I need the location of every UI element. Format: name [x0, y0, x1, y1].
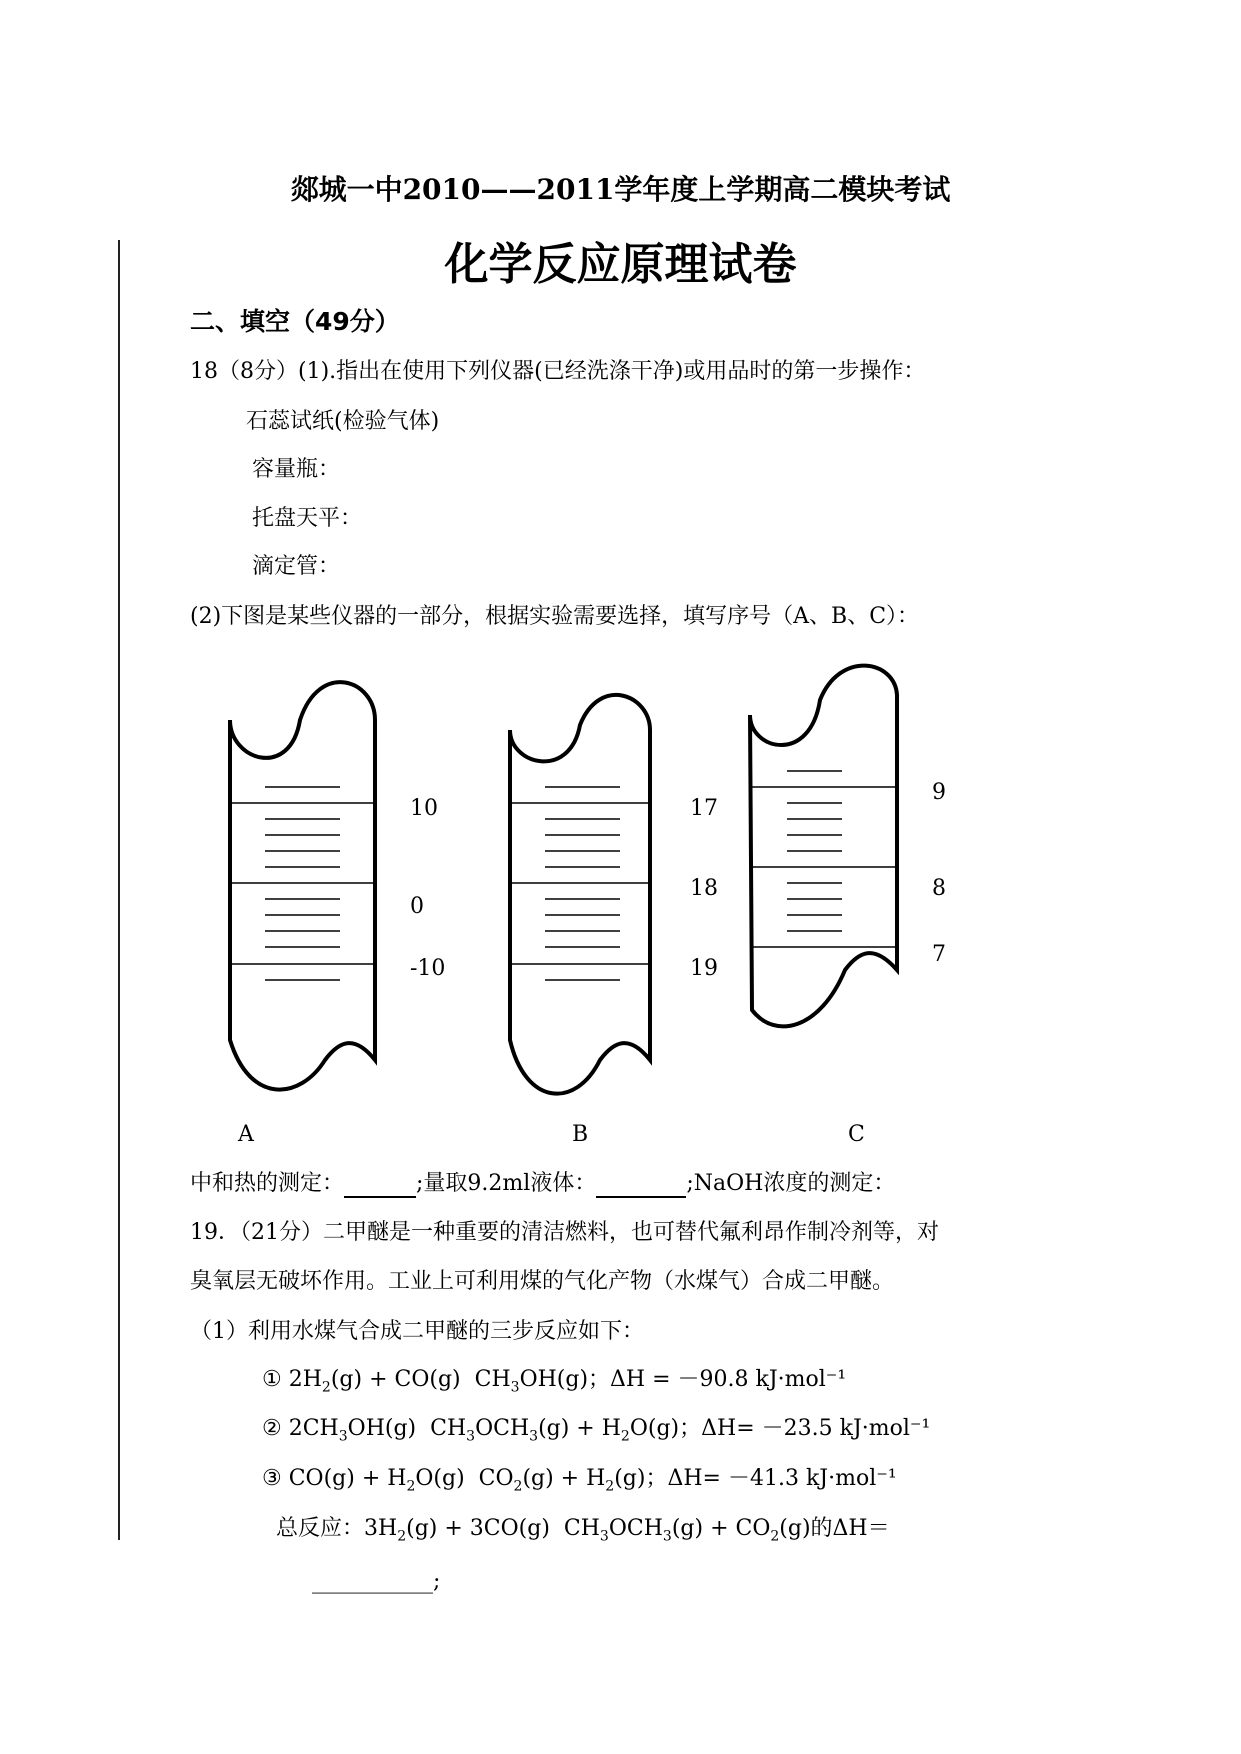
reaction-1: ① $2H_2(g) + CO(g)$ $CH_3OH(g)$；ΔH = －90.8 kJ·mol⁻¹ [262, 1367, 847, 1396]
instrument-a-outline [230, 682, 375, 1089]
q18-answer-line [190, 1170, 895, 1198]
q18-part2: (2)下图是某些仪器的一部分，根据实验需要选择，填写序号（A、B、C）： [190, 604, 920, 629]
scale-b-mid: 18 [690, 876, 718, 901]
paper-title: 化学反应原理试卷 [444, 239, 797, 290]
q19-line2: 臭氧层无破坏作用。工业上可利用煤的气化产物（水煤气）合成二甲醚。 [190, 1269, 895, 1294]
q18-item-balance: 托盘天平： [252, 506, 363, 531]
naoh-concentration-label: ;NaOH浓度的测定： [686, 1171, 896, 1196]
total-dh-answer-blank[interactable]: ___________; [312, 1569, 441, 1594]
neutralization-heat-label: 中和热的测定： [190, 1171, 345, 1196]
q18-item-burette: 滴定管： [252, 554, 341, 579]
scale-a-mid: 0 [410, 894, 424, 919]
reaction-3-number: ③ [262, 1466, 282, 1491]
scale-c-bottom: 7 [932, 942, 946, 967]
q18-item-litmus: 石蕊试纸(检验气体) [246, 409, 440, 434]
reaction-1-dh: ΔH = －90.8 kJ·mol⁻¹ [610, 1367, 847, 1392]
section-heading: 二、填空（49分） [190, 307, 400, 336]
scale-a-top: 10 [410, 796, 438, 821]
total-reaction-tail: (g)的ΔH＝ [779, 1516, 890, 1541]
total-reaction-label: 总反应： [276, 1516, 365, 1541]
answer-blank-1[interactable] [344, 1174, 416, 1198]
scale-c-top: 9 [932, 780, 946, 805]
scale-b-bottom: 19 [690, 956, 718, 981]
reaction-2-dh: ΔH= －23.5 kJ·mol⁻¹ [701, 1416, 931, 1441]
instruments-figure [0, 640, 1241, 1160]
q19-part1: （1）利用水煤气合成二甲醚的三步反应如下： [190, 1319, 644, 1344]
school-exam-title: 郯城一中2010——2011学年度上学期高二模块考试 [290, 173, 951, 206]
scale-a-bottom: -10 [410, 956, 446, 981]
answer-blank-2[interactable] [596, 1174, 686, 1198]
instrument-b-label: B [572, 1122, 589, 1147]
reaction-1-number: ① [262, 1367, 282, 1392]
q18-item-volumetric-flask: 容量瓶： [252, 457, 341, 482]
instrument-b-outline [510, 695, 650, 1094]
scale-b-top: 17 [690, 796, 718, 821]
reaction-2: ② $2CH_3OH(g) CH_3OCH_3(g) + H_2O(g)$；ΔH= －23.5 kJ·mol⁻¹ [262, 1416, 931, 1445]
instrument-c-label: C [848, 1122, 865, 1147]
instrument-c-outline [750, 666, 897, 1027]
q19-line1: 19．（21分）二甲醚是一种重要的清洁燃料，也可替代氟利昂作制冷剂等，对 [190, 1220, 939, 1245]
instrument-a-label: A [238, 1122, 254, 1147]
measure-liquid-label: ;量取9.2ml液体： [416, 1171, 597, 1196]
total-reaction: 总反应：$3H_2(g) + 3CO(g) CH_3OCH_3(g) + CO_2(g)$的ΔH＝ [276, 1516, 890, 1545]
q18-intro: 18（8分）(1).指出在使用下列仪器(已经洗涤干净)或用品时的第一步操作： [190, 359, 926, 384]
reaction-3: ③ $CO(g) + H_2O(g) CO_2(g) + H_2(g)$；ΔH= －41.3 kJ·mol⁻¹ [262, 1466, 897, 1495]
reaction-2-number: ② [262, 1416, 282, 1441]
scale-c-mid: 8 [932, 876, 946, 901]
reaction-3-dh: ΔH= －41.3 kJ·mol⁻¹ [667, 1466, 897, 1491]
